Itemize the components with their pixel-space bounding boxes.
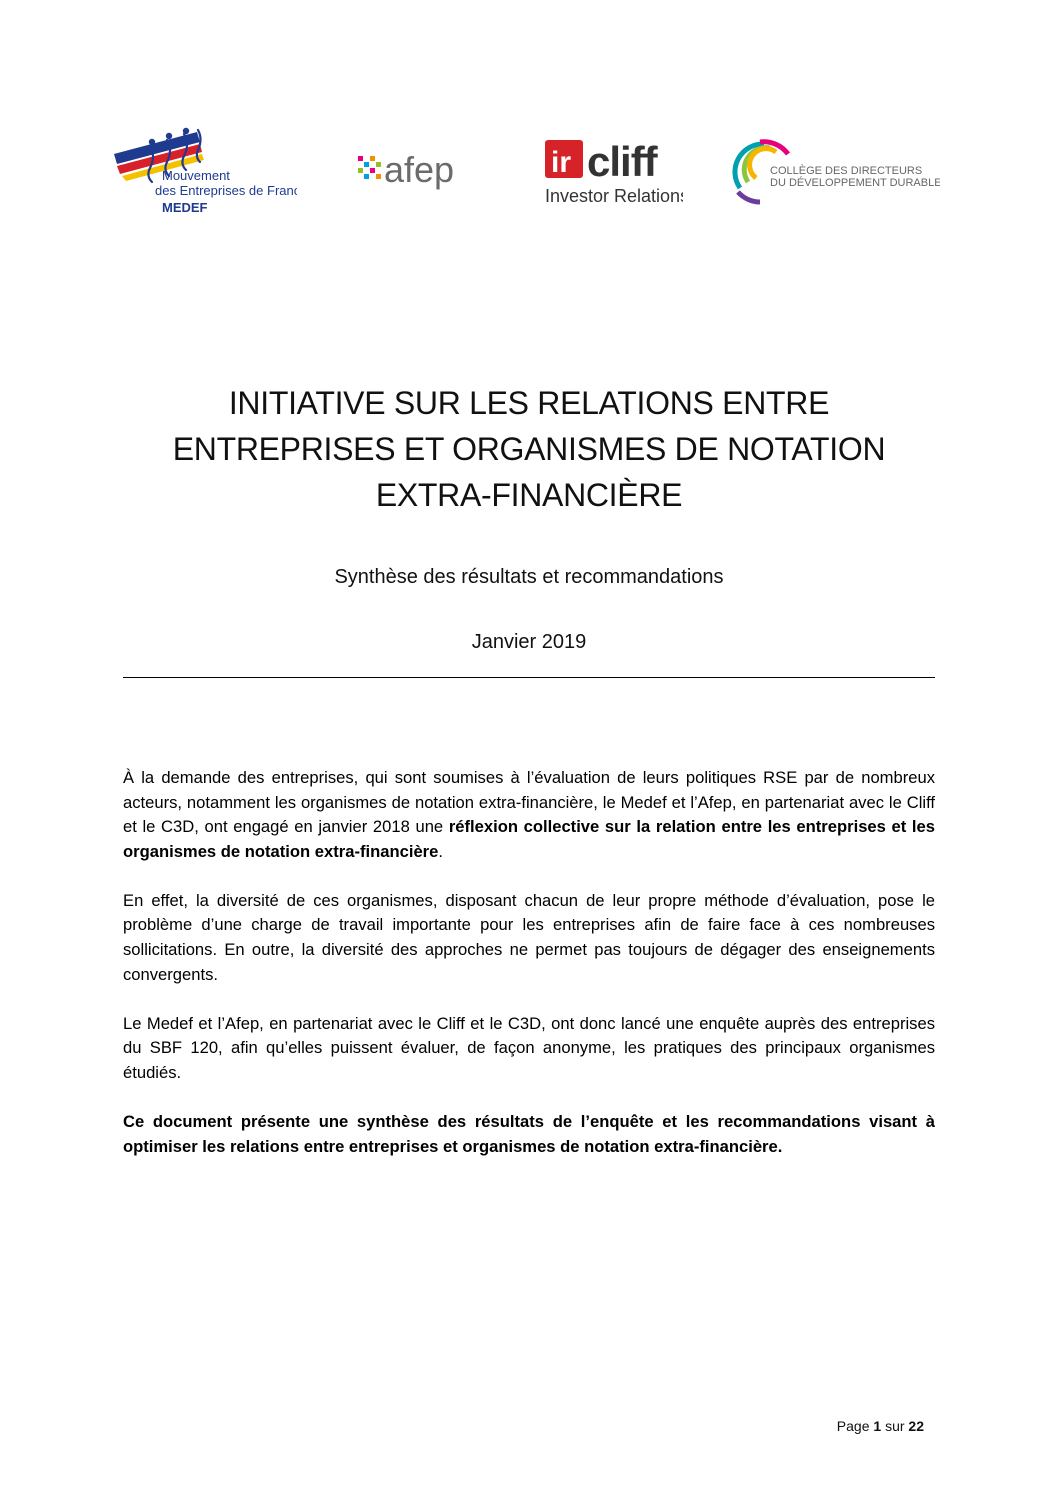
document-title <box>90 380 968 518</box>
cliff-mark: ir <box>551 146 572 179</box>
paragraph-1-bold: réflexion collective sur la relation entre les entreprises et les organismes de notation extra-financière <box>123 817 935 861</box>
paragraph-3: Le Medef et l’Afep, en partenariat avec le Cliff et le C3D, ont donc lancé une enquête auprès des entreprises du SBF 120, afin qu’elles puissent évaluer, de façon anonyme, les pratiques des principaux organismes étudiés. <box>123 1013 935 1082</box>
document-body <box>123 766 935 1184</box>
title-line-3: EXTRA-FINANCIÈRE <box>375 477 683 513</box>
footer-page-number: 1 <box>873 1418 882 1434</box>
document-subtitle: Synthèse des résultats et recommandations <box>334 566 724 588</box>
document-date: Janvier 2019 <box>471 631 587 653</box>
medef-line1: Mouvement <box>162 168 230 183</box>
page-footer <box>837 1418 924 1434</box>
paragraph-4 <box>123 1110 935 1159</box>
c3d-arc-icon <box>730 138 940 206</box>
paragraph-1-end: . <box>438 841 443 861</box>
c3d-line2: DU DÉVELOPPEMENT DURABLE <box>770 177 940 189</box>
paragraph-2: En effet, la diversité de ces organismes, disposant chacun de leur propre méthode d’évaluation, pose le problème d’une charge de travail importante pour les entreprises afin de faire face à ces nombreuses sollicitations. En outre, la diversité des approches ne permet pas toujours de dégager des enseignements convergents. <box>123 890 935 984</box>
medef-line2: des Entreprises de France <box>155 183 297 198</box>
cliff-logo <box>543 136 683 208</box>
paragraph-1-text: À la demande des entreprises, qui sont soumises à l’évaluation de leurs politiques RSE par de nombreux acteurs, notamment les organismes de notation extra-financière, le Medef et l’Afep, en partenariat avec le Cliff et le C3D, ont engagé en janvier 2018 une <box>123 768 935 837</box>
afep-mosaic-icon <box>356 146 481 196</box>
cliff-ir-icon <box>543 136 683 208</box>
medef-line3: MEDEF <box>162 200 208 215</box>
footer-page-word: Page <box>836 1418 870 1434</box>
paragraph-4-bold: Ce document présente une synthèse des résultats de l’enquête et les recommandations visant à optimiser les relations entre entreprises et organismes de notation extra-financière. <box>123 1112 935 1156</box>
afep-logo <box>356 146 481 196</box>
title-line-1: INITIATIVE SUR LES RELATIONS ENTRE <box>228 385 830 421</box>
cliff-tagline: Investor Relations <box>545 186 683 206</box>
c3d-line1: COLLÈGE DES DIRECTEURS <box>770 165 923 177</box>
footer-page-total: 22 <box>908 1418 924 1434</box>
footer-of-word: sur <box>885 1418 905 1434</box>
c3d-logo <box>730 138 940 206</box>
paragraph-1 <box>123 766 935 864</box>
horizontal-rule <box>123 677 935 678</box>
medef-logo <box>112 126 297 226</box>
cliff-wordmark: cliff <box>587 138 657 185</box>
medef-emblem-icon <box>112 126 297 226</box>
title-line-2: ENTREPRISES ET ORGANISMES DE NOTATION <box>172 431 886 467</box>
afep-wordmark: afep <box>384 149 455 190</box>
